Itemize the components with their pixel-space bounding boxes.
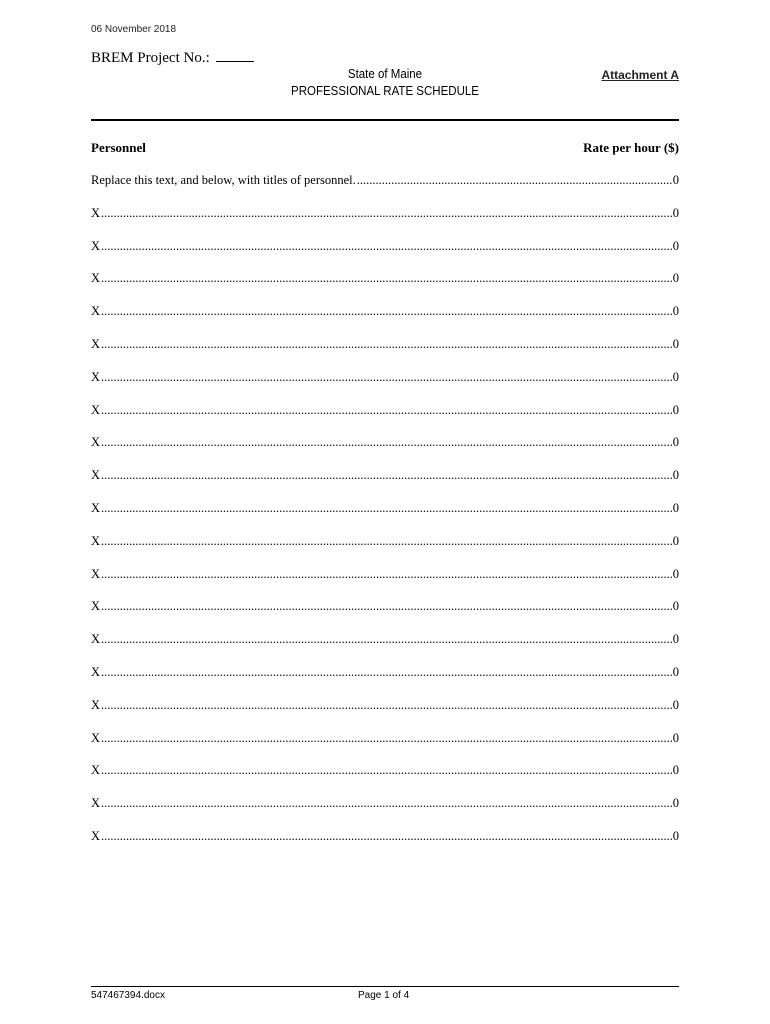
rate-row	[91, 665, 679, 698]
rate-row	[91, 206, 679, 239]
rate-row	[91, 698, 679, 731]
personnel-title: X	[91, 238, 101, 253]
rate-row	[91, 435, 679, 468]
project-number-blank	[216, 47, 254, 62]
personnel-title: X	[91, 369, 101, 384]
dot-leader	[357, 173, 672, 188]
rate-value: 0	[672, 238, 679, 253]
project-number-line	[91, 47, 254, 67]
footer-page-number: Page 1 of 4	[358, 990, 410, 1001]
rate-value: 0	[672, 271, 679, 286]
rate-value: 0	[672, 304, 679, 319]
dot-leader	[101, 829, 672, 844]
rate-row	[91, 599, 679, 632]
rate-value: 0	[672, 402, 679, 417]
rate-row	[91, 632, 679, 665]
rate-row	[91, 763, 679, 796]
rate-row	[91, 370, 679, 403]
dot-leader	[101, 501, 672, 516]
personnel-title: X	[91, 763, 101, 778]
rate-row	[91, 829, 679, 862]
state-heading: State of Maine	[347, 67, 423, 81]
rate-row	[91, 304, 679, 337]
personnel-title: X	[91, 730, 101, 745]
dot-leader	[101, 435, 672, 450]
rate-value: 0	[672, 697, 679, 712]
rate-column-header: Rate per hour ($)	[583, 140, 679, 155]
rate-value: 0	[672, 828, 679, 843]
rate-value: 0	[672, 566, 679, 581]
personnel-title: X	[91, 205, 101, 220]
rate-value: 0	[672, 632, 679, 647]
rate-row	[91, 731, 679, 764]
document-date: 06 November 2018	[91, 24, 177, 35]
personnel-title: X	[91, 500, 101, 515]
rate-value: 0	[672, 763, 679, 778]
rate-value: 0	[672, 796, 679, 811]
dot-leader	[101, 731, 672, 746]
footer-divider	[91, 986, 679, 987]
dot-leader	[101, 763, 672, 778]
rate-row	[91, 239, 679, 272]
personnel-title: X	[91, 828, 101, 843]
dot-leader	[101, 370, 672, 385]
personnel-title: X	[91, 435, 101, 450]
personnel-title: X	[91, 566, 101, 581]
rate-row	[91, 271, 679, 304]
dot-leader	[101, 403, 672, 418]
rate-row	[91, 796, 679, 829]
attachment-label: Attachment A	[601, 68, 679, 82]
dot-leader	[101, 304, 672, 319]
rate-row	[91, 501, 679, 534]
personnel-title: X	[91, 533, 101, 548]
rate-value: 0	[672, 730, 679, 745]
rate-value: 0	[672, 205, 679, 220]
personnel-title: X	[91, 664, 101, 679]
dot-leader	[101, 239, 672, 254]
rate-row	[91, 534, 679, 567]
dot-leader	[101, 206, 672, 221]
personnel-title: X	[91, 632, 101, 647]
rate-value: 0	[672, 468, 679, 483]
personnel-column-header: Personnel	[91, 140, 146, 155]
personnel-title: X	[91, 599, 101, 614]
rate-list	[91, 173, 679, 862]
rate-value: 0	[672, 435, 679, 450]
header-divider	[91, 119, 679, 121]
personnel-title: X	[91, 304, 101, 319]
rate-row	[91, 468, 679, 501]
rate-row	[91, 403, 679, 436]
rate-row	[91, 173, 679, 206]
dot-leader	[101, 534, 672, 549]
dot-leader	[101, 632, 672, 647]
rate-value: 0	[672, 599, 679, 614]
personnel-title: X	[91, 271, 101, 286]
dot-leader	[101, 665, 672, 680]
personnel-title: X	[91, 697, 101, 712]
rate-value: 0	[672, 500, 679, 515]
personnel-title: X	[91, 468, 101, 483]
footer-filename: 547467394.docx	[91, 990, 165, 1001]
rate-row	[91, 337, 679, 370]
dot-leader	[101, 271, 672, 286]
rate-value: 0	[672, 173, 679, 187]
project-number-label: BREM Project No.:	[91, 50, 210, 66]
personnel-title: X	[91, 402, 101, 417]
dot-leader	[101, 796, 672, 811]
dot-leader	[101, 567, 672, 582]
schedule-title: PROFESSIONAL RATE SCHEDULE	[291, 84, 479, 98]
dot-leader	[101, 468, 672, 483]
rate-value: 0	[672, 336, 679, 351]
personnel-title: X	[91, 336, 101, 351]
dot-leader	[101, 698, 672, 713]
rate-row	[91, 567, 679, 600]
rate-value: 0	[672, 369, 679, 384]
dot-leader	[101, 599, 672, 614]
dot-leader	[101, 337, 672, 352]
personnel-title: X	[91, 796, 101, 811]
rate-value: 0	[672, 533, 679, 548]
rate-value: 0	[672, 664, 679, 679]
personnel-title: Replace this text, and below, with titles of personnel.	[91, 173, 356, 187]
